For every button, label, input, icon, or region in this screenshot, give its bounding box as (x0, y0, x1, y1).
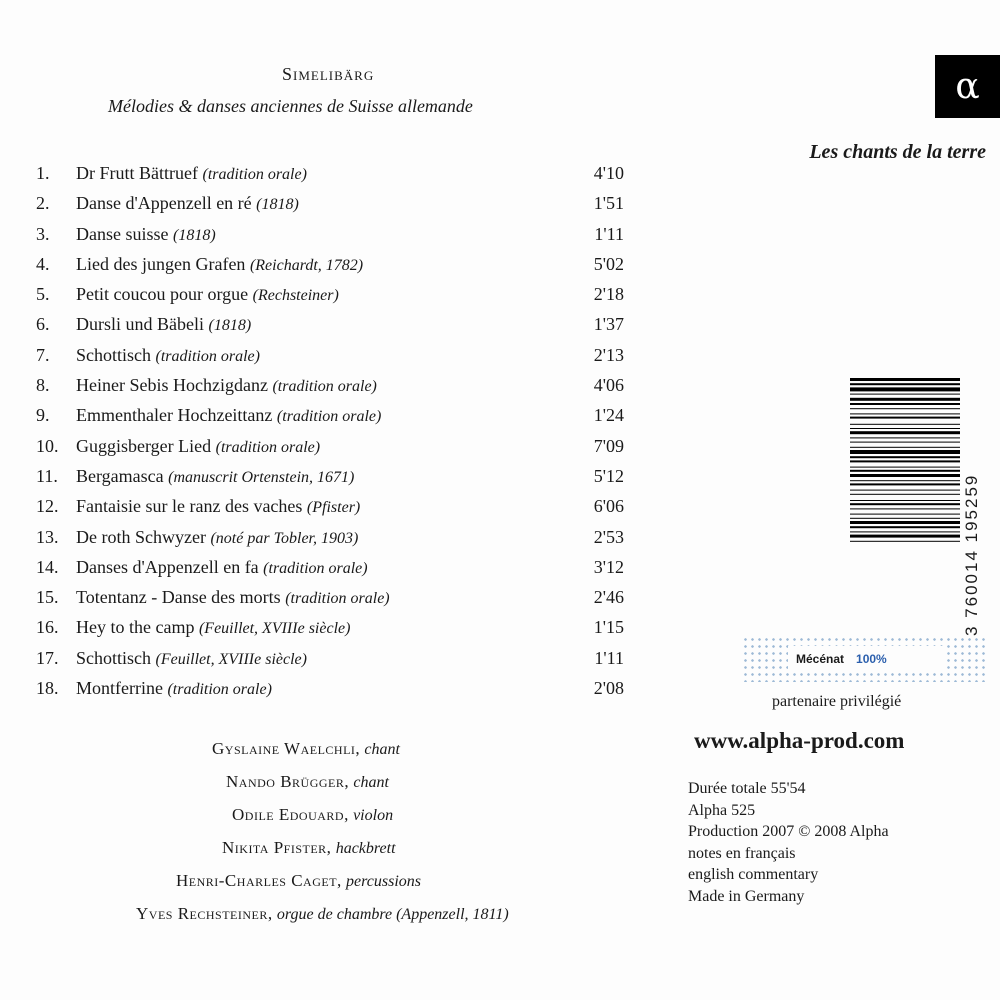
track-row (0, 491, 660, 521)
track-note: (tradition orale) (155, 347, 260, 365)
track-note: (1818) (173, 226, 216, 244)
track-row (0, 461, 660, 491)
track-duration: 1'11 (594, 647, 624, 668)
barcode-bar (850, 508, 960, 509)
barcode-bar (850, 503, 960, 505)
track-title: De roth Schwyzer (noté par Tobler, 1903) (76, 526, 359, 547)
track-title: Montferrine (tradition orale) (76, 678, 272, 699)
track-note: (Reichardt, 1782) (249, 256, 364, 274)
track-duration: 4'10 (593, 163, 624, 183)
info-line: english commentary (688, 866, 819, 883)
barcode-bar (850, 417, 960, 419)
track-row (0, 400, 660, 430)
performer-role: chant (364, 741, 400, 758)
track-note: (Feuillet, XVIIIe siècle) (198, 620, 351, 638)
track-title: Dursli und Bäbeli (1818) (76, 314, 252, 335)
track-title: Dr Frutt Bättruef (tradition orale) (76, 163, 307, 183)
mecenat-label: Mécénat (796, 652, 845, 666)
album-subtitle: Mélodies & danses anciennes de Suisse allemande (108, 96, 473, 116)
track-duration: 4'06 (593, 375, 624, 396)
track-number: 12. (36, 496, 59, 517)
track-row (0, 643, 660, 673)
info-line: Production 2007 © 2008 Alpha (688, 823, 889, 840)
tracklist (0, 158, 660, 703)
release-info (688, 778, 889, 907)
performer-name: Yves Rechsteiner, (136, 904, 273, 923)
track-note: (tradition orale) (202, 166, 307, 183)
track-duration: 6'06 (593, 496, 624, 517)
track-row (0, 188, 660, 218)
barcode-bar (850, 541, 960, 542)
performer-name: Nando Brügger, (226, 772, 350, 791)
track-number: 6. (36, 314, 50, 335)
track-row (0, 309, 660, 339)
alpha-logo: α (935, 55, 1000, 118)
info-line: Made in Germany (688, 887, 805, 905)
track-duration: 5'12 (593, 465, 624, 486)
track-number: 11. (36, 465, 58, 486)
barcode-bar (850, 494, 960, 495)
performer-row (0, 897, 700, 930)
barcode-bar (850, 526, 960, 528)
mecenat-badge (742, 636, 986, 682)
track-number: 3. (36, 223, 50, 244)
barcode-bar (850, 431, 960, 434)
barcode-bar (850, 437, 960, 438)
series-title: Les chants de la terre (809, 141, 986, 163)
track-number: 16. (36, 617, 59, 638)
performer-role: hackbrett (335, 840, 396, 857)
track-title: Schottisch (tradition orale) (76, 344, 260, 365)
website-link[interactable]: www.alpha-prod.com (694, 728, 905, 753)
track-number: 1. (36, 163, 50, 183)
track-number: 5. (36, 284, 50, 305)
track-title: Danse d'Appenzell en ré (1818) (76, 193, 299, 214)
track-title: Bergamasca (manuscrit Ortenstein, 1671) (76, 465, 355, 486)
barcode-bar (850, 483, 960, 485)
track-duration: 2'13 (593, 344, 624, 365)
track-title: Danse suisse (1818) (76, 223, 216, 244)
track-duration: 1'24 (593, 405, 624, 426)
barcode-bar (850, 535, 960, 538)
track-duration: 2'53 (593, 526, 624, 547)
info-line: Alpha 525 (688, 801, 756, 819)
track-row (0, 219, 660, 249)
track-row (0, 552, 660, 582)
barcode-bar (850, 394, 960, 395)
album-title: Simelibärg (282, 64, 375, 84)
track-row (0, 431, 660, 461)
track-title: Lied des jungen Grafen (Reichardt, 1782) (76, 253, 364, 274)
performer-name: Nikita Pfister, (222, 838, 332, 857)
track-number: 15. (36, 587, 59, 608)
track-title: Emmenthaler Hochzeittanz (tradition orale) (76, 405, 382, 426)
performer-name: Gyslaine Waelchli, (212, 739, 361, 758)
track-row (0, 279, 660, 309)
track-row (0, 249, 660, 279)
track-title: Fantaisie sur le ranz des vaches (Pfister) (76, 496, 361, 517)
barcode-bar (850, 456, 960, 458)
barcode-bar (850, 514, 960, 515)
info-line: Durée totale 55'54 (688, 780, 806, 797)
track-row (0, 158, 660, 188)
track-row (0, 612, 660, 642)
track-note: (Rechsteiner) (252, 287, 339, 305)
track-duration: 7'09 (593, 435, 624, 456)
barcode-bar (850, 470, 960, 472)
performer-row (0, 798, 700, 831)
barcode-bar (850, 424, 960, 425)
performer-role: percussions (346, 873, 421, 890)
barcode-bar (850, 450, 960, 454)
track-duration: 2'46 (593, 587, 624, 608)
barcode-bar (850, 467, 960, 468)
track-note: (tradition orale) (215, 438, 321, 456)
track-number: 7. (36, 344, 50, 365)
barcode-bar (850, 403, 960, 405)
performer-name: Odile Edouard, (232, 805, 349, 824)
barcode-bar (850, 490, 960, 491)
performer-row (0, 732, 700, 765)
track-number: 14. (36, 556, 59, 577)
track-row (0, 340, 660, 370)
track-row (0, 370, 660, 400)
track-duration: 1'51 (593, 193, 624, 214)
barcode-bar (850, 531, 960, 532)
performer-role: orgue de chambre (Appenzell, 1811) (276, 906, 509, 923)
track-row (0, 522, 660, 552)
partner-text: partenaire privilégié (772, 693, 902, 710)
track-note: (tradition orale) (167, 681, 272, 699)
track-number: 9. (36, 405, 50, 426)
performer-role: chant (353, 774, 389, 791)
track-number: 17. (36, 647, 59, 668)
track-note: (tradition orale) (276, 408, 382, 426)
track-note: (Feuillet, XVIIIe siècle) (155, 650, 307, 668)
track-title: Petit coucou pour orgue (Rechsteiner) (76, 284, 339, 305)
track-title: Guggisberger Lied (tradition orale) (76, 435, 321, 456)
barcode-bar (850, 387, 960, 391)
track-duration: 2'08 (593, 678, 624, 699)
track-title: Hey to the camp (Feuillet, XVIIIe siècle) (76, 617, 351, 638)
track-number: 2. (36, 193, 50, 214)
performer-row (0, 765, 700, 798)
barcode-bar (850, 408, 960, 409)
performer-name: Henri-Charles Caget, (176, 871, 342, 890)
barcode-bar (850, 521, 960, 524)
barcode-bar (850, 378, 960, 381)
track-title: Totentanz - Danse des morts (tradition orale) (76, 587, 390, 608)
barcode-bar (850, 413, 960, 414)
track-note: (tradition orale) (285, 590, 390, 608)
track-duration: 1'15 (593, 617, 624, 638)
track-row (0, 673, 660, 703)
barcode-bar (850, 442, 960, 443)
barcode-digits: 3 760014 195259 (962, 473, 981, 636)
track-number: 10. (36, 435, 59, 456)
track-note: (Pfister) (306, 499, 361, 517)
track-number: 4. (36, 253, 50, 274)
barcode-bar (850, 460, 960, 462)
track-duration: 3'12 (593, 556, 624, 577)
barcode-bar (850, 447, 960, 448)
barcode-bar (850, 398, 960, 401)
info-line: notes en français (688, 844, 796, 862)
performer-role: violon (353, 807, 394, 824)
track-duration: 1'37 (593, 314, 624, 335)
track-duration: 5'02 (593, 253, 624, 274)
track-note: (1818) (208, 317, 252, 335)
track-note: (tradition orale) (272, 378, 377, 396)
track-title: Schottisch (Feuillet, XVIIIe siècle) (76, 647, 307, 668)
track-title: Danses d'Appenzell en fa (tradition orale) (76, 556, 368, 577)
track-note: (1818) (256, 196, 299, 214)
track-note: (manuscrit Ortenstein, 1671) (168, 468, 355, 486)
track-row (0, 582, 660, 612)
track-duration: 1'11 (594, 223, 624, 244)
track-number: 13. (36, 526, 59, 547)
track-note: (noté par Tobler, 1903) (210, 529, 359, 547)
track-duration: 2'18 (593, 284, 624, 305)
barcode-bar (850, 518, 960, 519)
track-number: 8. (36, 375, 50, 396)
track-note: (tradition orale) (263, 559, 368, 577)
performer-row (0, 864, 700, 897)
performers (0, 732, 700, 930)
mecenat-percent: 100% (856, 652, 887, 666)
barcode-bar (850, 474, 960, 477)
barcode-bar (850, 480, 960, 481)
barcode-bar (850, 500, 960, 501)
track-number: 18. (36, 678, 59, 699)
barcode-bar (850, 428, 960, 429)
track-title: Heiner Sebis Hochzigdanz (tradition orale) (76, 375, 377, 396)
performer-row (0, 831, 700, 864)
barcode-bar (850, 383, 960, 385)
